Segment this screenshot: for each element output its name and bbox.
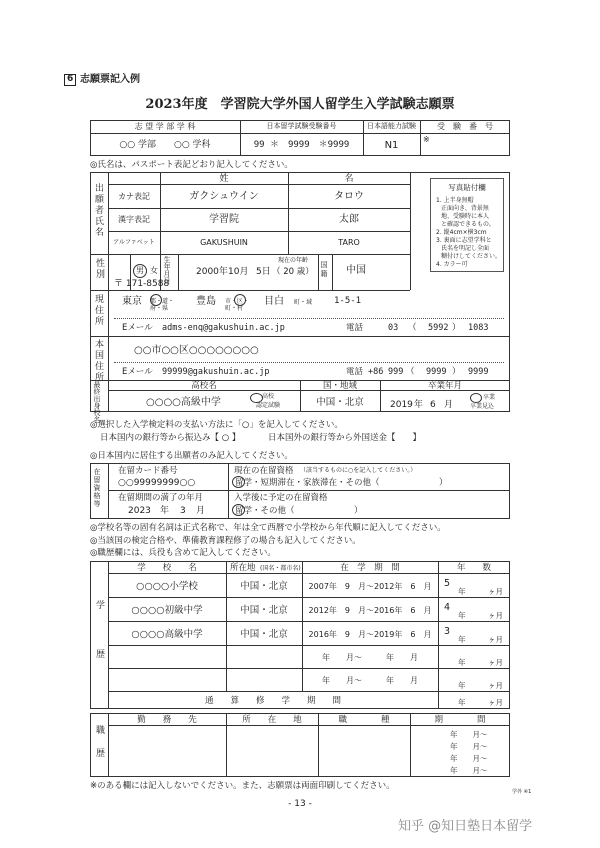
dept-header: 志 望 学 部 学 科 (134, 122, 196, 131)
graduation-status: 卒業 (483, 394, 496, 401)
school-name-header: 高校名 (191, 381, 217, 391)
education-years: 5 (444, 578, 451, 589)
residence-expiry-month: 3 (180, 506, 186, 516)
graduation-status-expected: 卒業見込 (470, 403, 495, 410)
payment-domestic: 日本国内の銀行等から振込み【 ○ 】 (100, 433, 241, 443)
employment-period: 年 月～ (450, 766, 488, 775)
month-unit: ヶ月 (488, 635, 503, 644)
residence-status-hint: （該当するものに○を記入してください。） (300, 467, 417, 474)
kana-given-name: タロウ (334, 191, 364, 202)
employment-label: 職歴 (94, 725, 104, 771)
photo-line: 2. 縦4cm×横3cm (436, 229, 487, 236)
note-employment: ◎職歴欄には、兵役も含めて記入してください。 (90, 548, 276, 558)
education-location: 中国・北京 (240, 629, 288, 640)
dob-month: 10月 (228, 267, 249, 277)
corner-mark: 学外 ④1 (512, 789, 532, 795)
photo-line: 3. 裏面に志望学科と (436, 237, 492, 244)
nationality-label: 国籍 (320, 261, 328, 279)
photo-line: と確認できるもの。 (441, 221, 495, 228)
paren-open: （ (406, 367, 415, 377)
jlpt-header: 日本語能力試験 (367, 122, 416, 130)
current-email: adms-enq@gakushuin.ac.jp (162, 323, 285, 333)
paren-open: （ (408, 323, 417, 333)
education-school: ○○○○小学校 (136, 581, 198, 592)
home-phone-mid: 9999 (426, 367, 447, 377)
sex-male: 男 (136, 266, 144, 275)
year-unit: 年 (458, 587, 466, 596)
home-phone-last: 9999 (468, 367, 489, 377)
home-address-label: 本国住所 (93, 339, 103, 383)
residence-status-label: 現在の在留資格 (234, 466, 294, 476)
education-location-header: 所在地 (230, 563, 256, 573)
alphabet-given-name: TARO (338, 238, 360, 247)
employment-type-header: 職 種 (338, 715, 390, 725)
month-unit: ヶ月 (488, 611, 503, 620)
section-title: 志願票記入例 (80, 74, 140, 85)
kana-surname: ガクシュウイン (189, 191, 259, 202)
paren-close: ） (452, 323, 461, 333)
education-period: 2007年 9 月～2012年 6 月 (308, 582, 432, 591)
surname-header: 姓 (219, 174, 229, 184)
education-period: 2012年 9 月～2016年 6 月 (308, 606, 432, 615)
planned-status-label: 入学後に予定の在留資格 (234, 493, 328, 503)
total-year-unit: 年 (458, 698, 466, 707)
current-phone-label: 電話 (346, 323, 364, 333)
employment-period-header: 期 間 (434, 715, 486, 725)
school-type: 高校 (262, 393, 275, 400)
education-period: 年 月～ 年 月 (322, 676, 418, 685)
education-label: 学歴 (94, 600, 104, 698)
residence-status-options: 留学・短期滞在・家族滞在・その他（ ） (235, 478, 448, 488)
year-unit: 年 (458, 611, 466, 620)
graduation-year: 2019 (390, 400, 413, 410)
current-email-label: Eメール (122, 323, 153, 333)
employment-employer-header: 勤 務 先 (137, 715, 197, 725)
education-total-label: 通 算 修 学 期 間 (204, 696, 341, 706)
current-postal-code: 〒 171-8588 (114, 279, 170, 289)
education-location: 中国・北京 (240, 605, 288, 616)
residence-card-label: 在留カード番号 (118, 466, 178, 476)
employment-period: 年 月～ (450, 754, 488, 763)
age-value: （ 20 歳） (272, 267, 314, 277)
age-label: 現在の年齢 (278, 257, 309, 264)
month-unit: ヶ月 (488, 658, 503, 667)
current-phone-last: 1083 (468, 323, 489, 333)
page-number: - 13 - (288, 799, 312, 809)
residence-expiry-year-unit: 年 (160, 506, 170, 516)
employment-period: 年 月～ (450, 730, 488, 739)
home-email-label: Eメール (122, 367, 153, 377)
city-marks: 市・区・町・村 (225, 298, 250, 313)
year-unit: 年 (458, 658, 466, 667)
photo-title: 写真貼付欄 (448, 183, 486, 192)
residence-label: 在留資格等 (93, 468, 101, 508)
graduation-header: 卒業年月 (427, 381, 462, 391)
current-address-label: 現住所 (93, 294, 103, 327)
jlpt-value: N1 (384, 140, 399, 151)
planned-status-options: 留学・その他（ ） (235, 506, 363, 516)
selected-city-circle (234, 294, 246, 306)
payment-overseas: 日本国外の銀行等から外国送金【 】 (268, 433, 422, 443)
dob-day: 5日 (256, 267, 271, 277)
total-month-unit: ヶ月 (488, 698, 503, 707)
name-note: ◎氏名は、パスポート表記どおり記入してください。 (90, 160, 293, 170)
kana-label: カナ表記 (118, 192, 150, 201)
home-address: ○○市○○区○○○○○○○○ (134, 345, 259, 356)
current-street-number: 1-5-1 (334, 296, 362, 306)
home-email: 99999@gakushuin.ac.jp (162, 367, 270, 377)
eju-number: 99 ＊ 9999 ＊9999 (253, 140, 350, 150)
sex-label: 性別 (94, 258, 104, 280)
education-years-header: 年 数 (456, 563, 491, 573)
education-school-header: 学 校 名 (137, 563, 197, 573)
kanji-given-name: 太郎 (339, 214, 359, 225)
watermark: 知乎 @知日塾日本留学 (398, 819, 533, 834)
kanji-label: 漢字表記 (118, 215, 150, 224)
month-unit: ヶ月 (488, 587, 503, 596)
education-school: ○○○○初級中学 (131, 605, 203, 616)
education-school: ○○○○高級中学 (131, 629, 203, 640)
school-name: ○○○○高級中学 (146, 397, 221, 408)
payment-note: ◎選択した入学検定料の支払い方法に「○」を記入してください。 (90, 420, 343, 430)
sex-female: 女 (150, 266, 158, 275)
school-region: 中国・北京 (316, 397, 364, 408)
residence-expiry-label: 在留期間の満了の年月 (118, 493, 204, 503)
school-type-note: 認定試験 (256, 402, 281, 409)
eju-header: 日本留学試験受験番号 (266, 122, 337, 130)
alphabet-surname: GAKUSHUIN (200, 238, 248, 247)
photo-line: 1. 上半身無帽 (436, 197, 474, 204)
nationality-value: 中国 (346, 265, 366, 276)
education-period: 年 月～ 年 月 (322, 653, 418, 662)
exam-number-mark: ※ (423, 135, 430, 144)
photo-line: 氏名を明記し全面 (441, 245, 490, 252)
residence-card-number: ○○99999999○○ (118, 478, 196, 488)
dob-label: 生年月日 (163, 256, 171, 284)
footer-note: ※のある欄には記入しないでください。また、志願票は両面印刷してください。 (90, 781, 395, 791)
graduation-status-circle (470, 393, 482, 403)
note-certifications: ◎当該国の検定合格や、準備教育課程修了の場合も記入してください。 (90, 536, 361, 546)
month-unit: ヶ月 (488, 681, 503, 690)
school-label: 最終出身校名 (93, 381, 101, 423)
prefecture-marks: 都・道・府・県 (150, 298, 175, 313)
education-period-header: 在 学 期 間 (340, 563, 400, 573)
note-school-names: ◎学校名等の固有名詞は正式名称で、年は全て西暦で小学校から年代順に記入してください。 (90, 523, 446, 533)
education-years: 4 (444, 602, 451, 613)
applicant-name-label: 出願者氏名 (93, 183, 103, 238)
education-years: 3 (444, 626, 451, 637)
education-location-note: (国名・都市名) (260, 565, 301, 572)
home-phone-label: 電話 (346, 367, 364, 377)
form-title: 2023年度 学習院大学外国人留学生入学試験志願票 (145, 97, 455, 112)
kanji-surname: 学習院 (209, 214, 239, 225)
education-location: 中国・北京 (240, 581, 288, 592)
dob-year: 2000年 (196, 267, 228, 277)
residence-expiry-month-unit: 月 (196, 506, 206, 516)
selected-prefecture-circle (150, 294, 162, 306)
current-town: 目白 (264, 296, 284, 307)
given-name-header: 名 (344, 174, 354, 184)
current-prefecture: 東京 (122, 296, 142, 307)
employment-location-header: 所 在 地 (242, 715, 302, 725)
current-phone-mid: 5992 (428, 323, 449, 333)
graduation-month: 6 (430, 400, 436, 410)
section-number: 6 (67, 74, 74, 84)
employment-period: 年 月～ (450, 742, 488, 751)
residence-expiry-year: 2023 (128, 506, 151, 516)
year-unit: 年 (458, 635, 466, 644)
photo-line: 正面向き、背景無 (441, 205, 489, 212)
current-city: 豊島 (196, 296, 216, 307)
photo-line: 4. カラー可 (436, 261, 468, 268)
paren-close: ） (452, 367, 461, 377)
alphabet-label: アルファベット (113, 239, 155, 246)
graduation-month-unit: 月 (444, 400, 454, 410)
photo-line: 糊付けしてください。 (441, 253, 502, 260)
home-phone-country: +86 (368, 367, 384, 377)
education-period: 2016年 9 月～2019年 6 月 (308, 630, 432, 639)
year-unit: 年 (458, 681, 466, 690)
home-phone-area: 999 (388, 367, 404, 377)
dept-value: ○○ 学部 ○○ 学科 (119, 140, 211, 150)
residence-note: ◎日本国内に居住する出願者のみ記入してください。 (90, 451, 293, 461)
photo-line: 地、受験時に本人 (441, 213, 490, 220)
exam-number-header: 受 験 番 号 (437, 122, 493, 131)
graduation-year-unit: 年 (414, 400, 424, 410)
region-header: 国・地域 (322, 381, 357, 391)
current-phone-area: 03 (388, 323, 399, 333)
town-mark: 町・域 (294, 299, 313, 306)
